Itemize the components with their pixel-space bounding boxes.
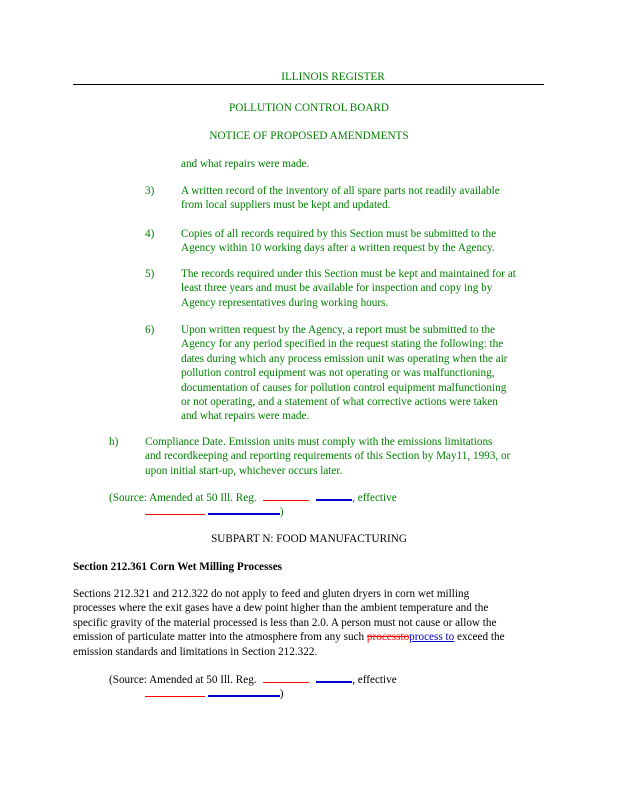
- item-number: 6): [145, 324, 155, 336]
- body-line: processes where the exit gases have a dew point higher than the ambient temperature and the: [73, 602, 489, 615]
- source-close: ): [279, 688, 284, 700]
- board-title: POLLUTION CONTROL BOARD: [229, 102, 389, 114]
- item-text: [181, 184, 546, 213]
- source-prefix: (Source: Amended at 50 Ill. Reg.: [109, 492, 257, 504]
- blank-red-line: [263, 491, 309, 501]
- item-line: The records required under this Section must be kept and maintained for at: [181, 268, 516, 280]
- compliance-line: Compliance Date. Emission units must comply with the emissions limitations: [145, 436, 493, 448]
- body-line: emission standards and limitations in Section 212.322.: [73, 645, 318, 658]
- item-line: Copies of all records required by this Section must be submitted to the: [181, 228, 497, 240]
- item-line: A written record of the inventory of all spare parts not readily available: [181, 185, 500, 197]
- source-note-line2: [145, 504, 284, 519]
- register-title: ILLINOIS REGISTER: [281, 71, 385, 83]
- item-line: Agency within 10 working days after a written request by the Agency.: [181, 242, 495, 255]
- item-text: [181, 227, 546, 256]
- item-line: dates during which any process emission unit was operating when the air: [181, 352, 508, 365]
- section-heading: Section 212.361 Corn Wet Milling Processes: [73, 561, 283, 573]
- blank-red-line: [263, 673, 309, 683]
- source-note-line2: [145, 686, 284, 701]
- source-prefix: (Source: Amended at 50 Ill. Reg.: [109, 674, 257, 686]
- item-number: 3): [145, 185, 155, 197]
- body-text: exceed the: [454, 631, 505, 644]
- notice-title: NOTICE OF PROPOSED AMENDMENTS: [209, 130, 409, 142]
- blank-blue-line: [316, 490, 352, 501]
- item-text: [181, 267, 546, 310]
- item-number: 5): [145, 268, 155, 280]
- blank-red-line: [145, 505, 205, 515]
- body-text: emission of particulate matter into the atmosphere from any such: [73, 631, 367, 644]
- item-line: least three years and must be available for inspection and copy ing by: [181, 282, 493, 295]
- inserted-text: process to: [409, 631, 455, 644]
- source-close: ): [279, 506, 284, 518]
- item-line: Agency representatives during working hours.: [181, 296, 389, 309]
- source-effective: , effective: [352, 492, 397, 504]
- body-line: specific gravity of the material processed is less than 2.0. A person must not cause or allow the: [73, 616, 497, 629]
- blank-blue-line: [316, 672, 352, 683]
- source-effective: , effective: [352, 674, 397, 686]
- subsection-letter: h): [109, 436, 119, 448]
- item-line: or not operating, and a statement of what corrective actions were taken: [181, 396, 498, 409]
- body-line: [73, 630, 553, 644]
- item-text: [181, 323, 546, 424]
- item-line: documentation of causes for pollution control equipment malfunctioning: [181, 381, 507, 394]
- blank-blue-line: [208, 504, 280, 515]
- section-body: [73, 587, 553, 659]
- compliance-text: [145, 435, 555, 478]
- compliance-line: and recordkeeping and reporting requirements of this Section by May11, 1993, or: [145, 450, 511, 463]
- deleted-text: processto: [366, 631, 410, 644]
- blank-red-line: [145, 687, 205, 697]
- compliance-line: upon initial start-up, whichever occurs later.: [145, 464, 343, 477]
- item-number: 4): [145, 228, 155, 240]
- subpart-heading: SUBPART N: FOOD MANUFACTURING: [211, 533, 407, 545]
- item-line: Upon written request by the Agency, a report must be submitted to the: [181, 324, 496, 336]
- item-line: and what repairs were made.: [181, 410, 310, 423]
- item-line: Agency for any period specified in the request stating the following: the: [181, 338, 504, 351]
- item-line: pollution control equipment was not operating or was malfunctioning,: [181, 367, 495, 380]
- header-rule: [73, 84, 544, 85]
- item-line: from local suppliers must be kept and updated.: [181, 199, 391, 212]
- blank-blue-line: [208, 686, 280, 697]
- body-line: Sections 212.321 and 212.322 do not apply to feed and gluten dryers in corn wet milling: [73, 588, 470, 600]
- continuation-text: and what repairs were made.: [181, 158, 310, 170]
